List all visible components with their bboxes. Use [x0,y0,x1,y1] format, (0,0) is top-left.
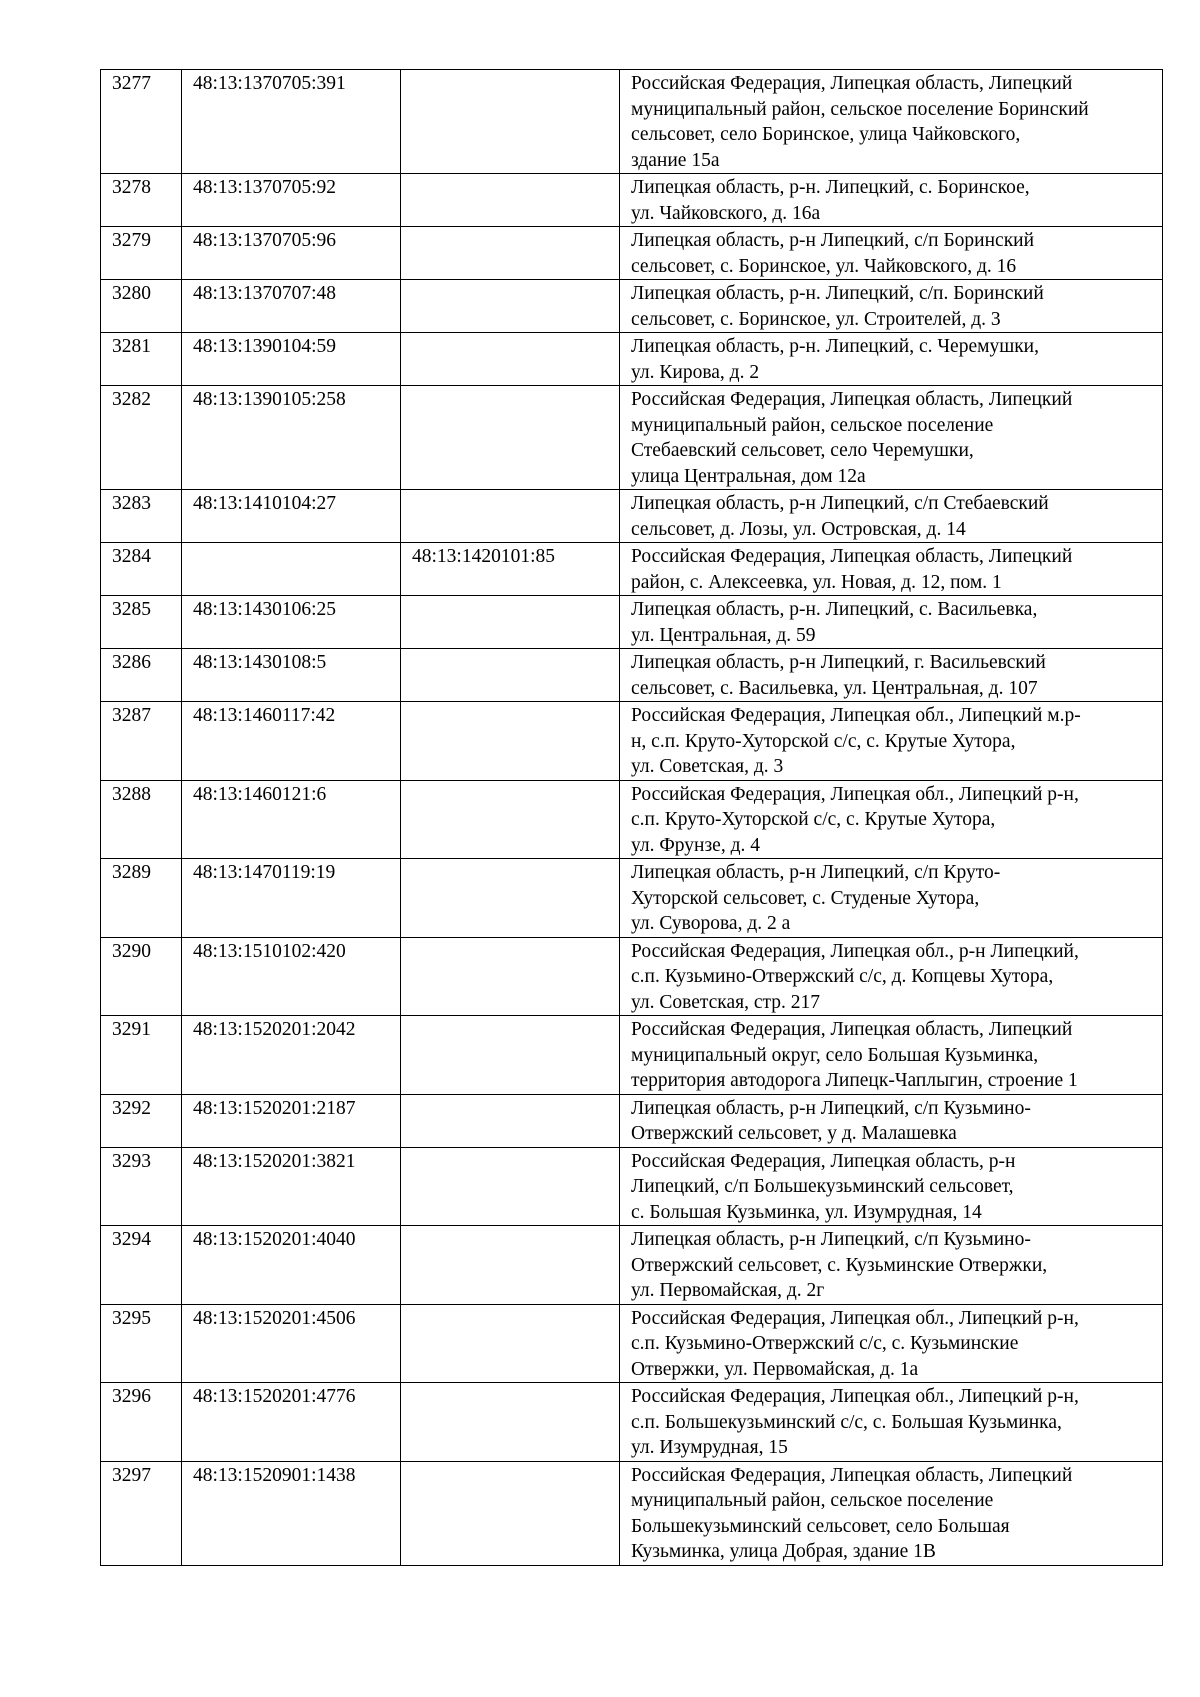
cadastral-number: 48:13:1510102:420 [182,937,401,1016]
address-line: Кузьминка, улица Добрая, здание 1В [631,1541,936,1562]
address-cell [620,702,1163,781]
address-line: Стебаевский сельсовет, село Черемушки, [631,440,974,461]
row-number: 3288 [101,780,182,859]
cadastral-number: 48:13:1520201:2187 [182,1094,401,1147]
address-line: Липецкая область, р-н Липецкий, с/п Круто- [631,862,1001,883]
address-line: Российская Федерация, Липецкая обл., р-н Липецкий, [631,940,1079,962]
row-number: 3286 [101,649,182,702]
cadastral-number: 48:13:1430106:25 [182,596,401,649]
address-line: н, с.п. Круто-Хуторской с/с, с. Крутые Хутора, [631,730,1016,752]
table-row [101,859,1163,938]
cadastral-number: 48:13:1370705:96 [182,227,401,280]
document-page [100,69,1162,1566]
cadastral-number: 48:13:1460117:42 [182,702,401,781]
row-number: 3278 [101,174,182,227]
table-row [101,1304,1163,1383]
cadastral-number: 48:13:1410104:27 [182,490,401,543]
address-cell [620,1094,1163,1147]
address-line: сельсовет, с. Боринское, ул. Строителей, д. 3 [631,308,1001,330]
address-cell [620,280,1163,333]
address-line: территория автодорога Липецк-Чаплыгин, строение 1 [631,1070,1078,1091]
address-cell [620,937,1163,1016]
row-number: 3282 [101,386,182,490]
row-number: 3291 [101,1016,182,1095]
address-cell [620,543,1163,596]
row-number: 3296 [101,1383,182,1462]
row-number: 3295 [101,1304,182,1383]
address-line: Липецкая область, р-н Липецкий, с/п Боринский [631,230,1035,251]
address-line: Российская Федерация, Липецкая область, Липецкий [631,1464,1073,1486]
table-row [101,280,1163,333]
address-cell [620,859,1163,938]
address-cell [620,780,1163,859]
table-body [101,70,1163,1566]
premises-cadastral-number [401,174,620,227]
address-cell [620,1226,1163,1305]
address-line: Российская Федерация, Липецкая область, Липецкий [631,73,1073,94]
table-row [101,227,1163,280]
address-cell [620,174,1163,227]
address-line: ул. Фрунзе, д. 4 [631,834,760,856]
premises-cadastral-number [401,280,620,333]
table-row [101,780,1163,859]
address-line: здание 15а [631,149,720,171]
row-number: 3284 [101,543,182,596]
address-cell [620,1383,1163,1462]
address-line: Российская Федерация, Липецкая область, р-н [631,1150,1016,1172]
address-line: с.п. Круто-Хуторской с/с, с. Крутые Хутора, [631,809,996,830]
premises-cadastral-number [401,1383,620,1462]
address-line: с. Большая Кузьминка, ул. Изумрудная, 14 [631,1201,982,1223]
address-line: сельсовет, с. Васильевка, ул. Центральная, д. 107 [631,677,1038,699]
row-number: 3279 [101,227,182,280]
table-row [101,1094,1163,1147]
cadastral-number: 48:13:1390105:258 [182,386,401,490]
table-row [101,1383,1163,1462]
cadastral-number: 48:13:1370707:48 [182,280,401,333]
address-line: ул. Первомайская, д. 2г [631,1280,825,1301]
row-number: 3294 [101,1226,182,1305]
address-cell [620,1147,1163,1226]
address-line: Липецкая область, р-н. Липецкий, с. Боринское, [631,177,1030,198]
premises-cadastral-number [401,227,620,280]
address-line: с.п. Кузьмино-Отвержский с/с, д. Копцевы Хутора, [631,966,1054,987]
premises-cadastral-number [401,859,620,938]
cadastral-number: 48:13:1460121:6 [182,780,401,859]
address-cell [620,1016,1163,1095]
table-row [101,1461,1163,1565]
address-line: Липецкая область, р-н. Липецкий, с/п. Боринский [631,283,1044,304]
cadastral-number: 48:13:1520201:2042 [182,1016,401,1095]
cadastral-number: 48:13:1370705:92 [182,174,401,227]
address-line: муниципальный округ, село Большая Кузьминка, [631,1044,1039,1066]
address-line: Российская Федерация, Липецкая обл., Липецкий м.р- [631,705,1081,726]
address-line: Российская Федерация, Липецкая область, Липецкий [631,546,1073,567]
table-row [101,702,1163,781]
table-row [101,596,1163,649]
address-cell [620,1304,1163,1383]
row-number: 3289 [101,859,182,938]
address-line: с.п. Большекузьминский с/с, с. Большая Кузьминка, [631,1411,1062,1433]
address-line: Российская Федерация, Липецкая обл., Липецкий р-н, [631,1386,1079,1407]
premises-cadastral-number [401,1461,620,1565]
row-number: 3280 [101,280,182,333]
address-line: Хуторской сельсовет, с. Студеные Хутора, [631,887,980,909]
premises-cadastral-number [401,386,620,490]
cadastral-number: 48:13:1430108:5 [182,649,401,702]
cadastral-number: 48:13:1470119:19 [182,859,401,938]
table-row [101,490,1163,543]
address-line: Российская Федерация, Липецкая область, Липецкий [631,389,1073,410]
address-line: район, с. Алексеевка, ул. Новая, д. 12, пом. 1 [631,571,1002,593]
table-row [101,386,1163,490]
cadastral-number: 48:13:1390104:59 [182,333,401,386]
address-line: Липецкая область, р-н Липецкий, г. Васильевский [631,652,1046,673]
row-number: 3283 [101,490,182,543]
property-registry-table [100,69,1163,1566]
row-number: 3277 [101,70,182,174]
address-line: Российская Федерация, Липецкая обл., Липецкий р-н, [631,1307,1079,1329]
address-line: Липецкая область, р-н Липецкий, с/п Стебаевский [631,493,1049,514]
row-number: 3290 [101,937,182,1016]
address-line: Отвержки, ул. Первомайская, д. 1а [631,1358,919,1380]
row-number: 3281 [101,333,182,386]
address-line: ул. Центральная, д. 59 [631,624,816,646]
cadastral-number: 48:13:1520201:4040 [182,1226,401,1305]
address-cell [620,490,1163,543]
address-line: с.п. Кузьмино-Отвержский с/с, с. Кузьминские [631,1333,1019,1354]
address-cell [620,333,1163,386]
premises-cadastral-number [401,649,620,702]
address-line: ул. Суворова, д. 2 а [631,913,791,934]
address-line: Большекузьминский сельсовет, село Большая [631,1515,1010,1537]
table-row [101,543,1163,596]
address-line: Отвержский сельсовет, с. Кузьминские Отвержки, [631,1254,1048,1276]
table-row [101,1226,1163,1305]
premises-cadastral-number [401,596,620,649]
table-row [101,174,1163,227]
table-row [101,333,1163,386]
premises-cadastral-number [401,702,620,781]
address-cell [620,649,1163,702]
premises-cadastral-number: 48:13:1420101:85 [401,543,620,596]
address-line: муниципальный район, сельское поселение Боринский [631,98,1089,120]
address-line: сельсовет, с. Боринское, ул. Чайковского, д. 16 [631,255,1017,277]
address-line: Российская Федерация, Липецкая область, Липецкий [631,1019,1073,1040]
address-cell [620,386,1163,490]
row-number: 3287 [101,702,182,781]
cadastral-number [182,543,401,596]
cadastral-number: 48:13:1520201:4506 [182,1304,401,1383]
row-number: 3293 [101,1147,182,1226]
table-row [101,937,1163,1016]
premises-cadastral-number [401,490,620,543]
cadastral-number: 48:13:1520201:3821 [182,1147,401,1226]
premises-cadastral-number [401,1304,620,1383]
premises-cadastral-number [401,780,620,859]
premises-cadastral-number [401,1147,620,1226]
premises-cadastral-number [401,70,620,174]
row-number: 3292 [101,1094,182,1147]
table-row [101,1147,1163,1226]
address-cell [620,596,1163,649]
cadastral-number: 48:13:1370705:391 [182,70,401,174]
table-row [101,649,1163,702]
address-line: Российская Федерация, Липецкая обл., Липецкий р-н, [631,783,1079,805]
premises-cadastral-number [401,937,620,1016]
address-line: ул. Советская, д. 3 [631,756,784,777]
address-cell [620,70,1163,174]
address-line: Липецкая область, р-н Липецкий, с/п Кузьмино- [631,1229,1031,1250]
address-cell [620,1461,1163,1565]
premises-cadastral-number [401,1226,620,1305]
premises-cadastral-number [401,333,620,386]
address-line: сельсовет, село Боринское, улица Чайковского, [631,124,1021,145]
cadastral-number: 48:13:1520201:4776 [182,1383,401,1462]
table-row [101,1016,1163,1095]
table-row [101,70,1163,174]
address-line: ул. Изумрудная, 15 [631,1437,788,1458]
address-line: муниципальный район, сельское поселение [631,414,994,436]
cadastral-number: 48:13:1520901:1438 [182,1461,401,1565]
address-line: муниципальный район, сельское поселение [631,1490,994,1511]
premises-cadastral-number [401,1094,620,1147]
address-line: улица Центральная, дом 12а [631,465,866,487]
address-line: ул. Кирова, д. 2 [631,361,760,383]
address-line: ул. Советская, стр. 217 [631,991,821,1013]
address-line: Отвержский сельсовет, у д. Малашевка [631,1123,957,1144]
row-number: 3285 [101,596,182,649]
address-line: сельсовет, д. Лозы, ул. Островская, д. 14 [631,518,966,540]
premises-cadastral-number [401,1016,620,1095]
address-line: Липецкая область, р-н Липецкий, с/п Кузьмино- [631,1097,1031,1119]
address-line: ул. Чайковского, д. 16а [631,202,821,224]
address-line: Липецкий, с/п Большекузьминский сельсовет, [631,1176,1014,1197]
address-line: Липецкая область, р-н. Липецкий, с. Черемушки, [631,336,1039,357]
address-line: Липецкая область, р-н. Липецкий, с. Васильевка, [631,599,1038,620]
row-number: 3297 [101,1461,182,1565]
address-cell [620,227,1163,280]
